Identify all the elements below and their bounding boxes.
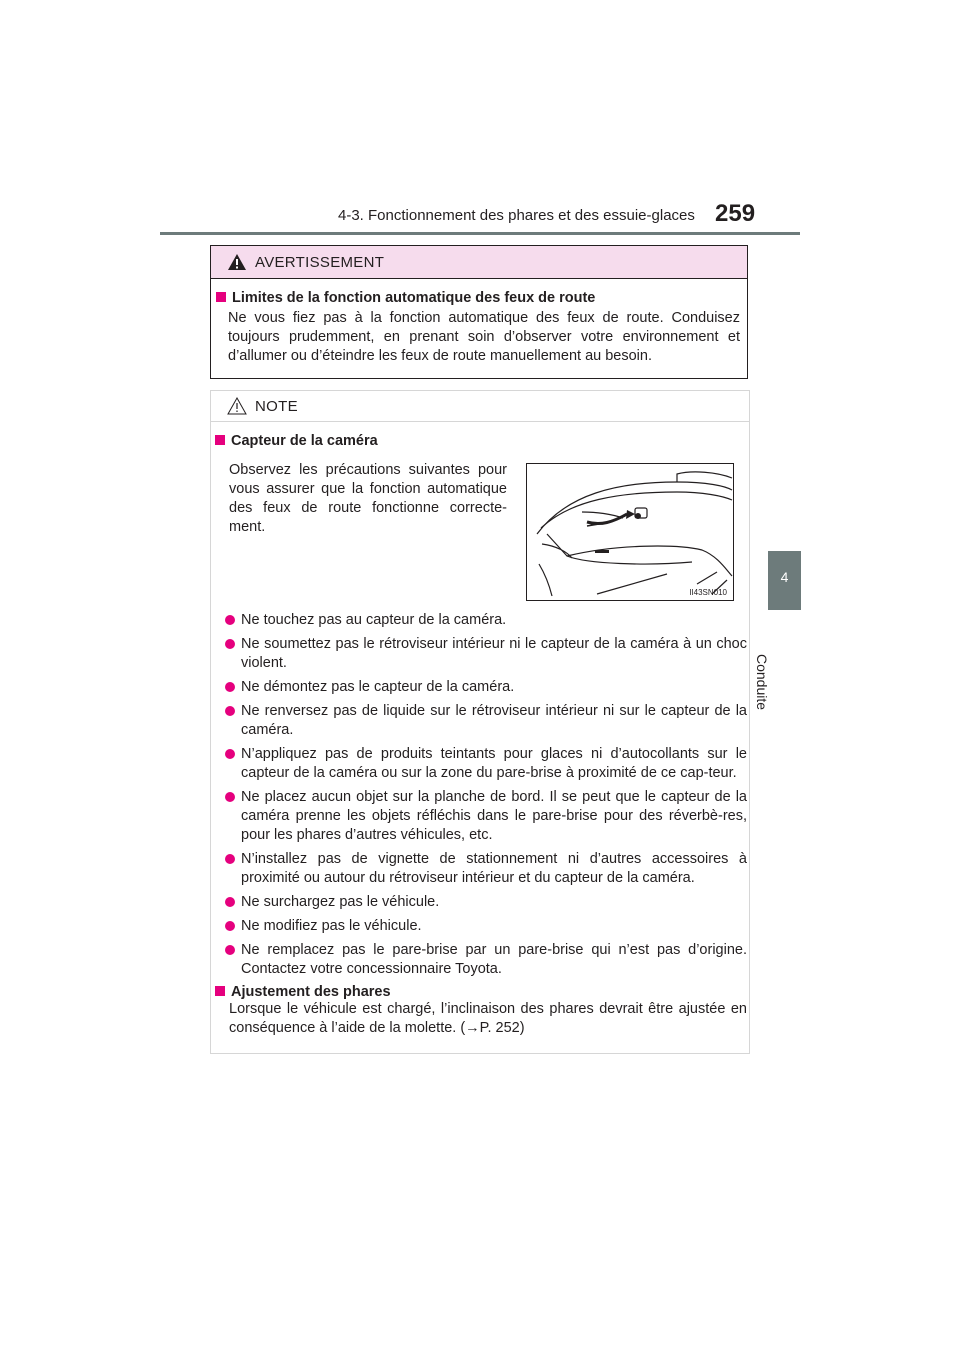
- list-item: [215, 788, 747, 845]
- list-item: [215, 745, 747, 783]
- square-bullet-icon: [215, 986, 225, 996]
- list-item-text: N’installez pas de vignette de stationnement ni d’autres accessoires à proximité ou autour du rétroviseur intérieur et du capteur de la caméra.: [241, 851, 747, 886]
- note-title: NOTE: [255, 398, 298, 415]
- windshield-camera-illustration: [526, 463, 734, 601]
- camera-intro: Observez les précautions suivantes pour vous assurer que la fonction automatique des feux de route fonctionne correcte-ment.: [229, 462, 507, 535]
- bullet-dot-icon: [225, 615, 235, 625]
- figure-code: II43SN010: [689, 588, 727, 597]
- bullet-dot-icon: [225, 854, 235, 864]
- list-item: [215, 850, 747, 888]
- bullet-dot-icon: [225, 749, 235, 759]
- windshield-diagram: [527, 464, 733, 600]
- list-item: [215, 702, 747, 740]
- square-bullet-icon: [216, 292, 226, 302]
- adjust-heading-text: Ajustement des phares: [231, 984, 391, 1000]
- list-item-text: Ne démontez pas le capteur de la caméra.: [241, 679, 515, 695]
- chapter-number: 4: [780, 569, 789, 585]
- list-item: [215, 917, 747, 936]
- bullet-dot-icon: [225, 706, 235, 716]
- camera-heading: [215, 433, 378, 449]
- list-item-text: N’appliquez pas de produits teintants pour glaces ni d’autocollants sur le capteur de la caméra ou sur la zone du pare-brise à proximité de ce cap-teur.: [241, 746, 747, 781]
- list-item-text: Ne surchargez pas le véhicule.: [241, 894, 440, 910]
- bullet-dot-icon: [225, 639, 235, 649]
- list-item-text: Ne remplacez pas le pare-brise par un pare-brise qui n’est pas d’origine. Contactez votre concessionnaire Toyota.: [241, 942, 747, 977]
- adjust-heading: [215, 984, 747, 1000]
- bullet-dot-icon: [225, 921, 235, 931]
- list-item: [215, 941, 747, 979]
- list-item-text: Ne soumettez pas le rétroviseur intérieur ni le capteur de la caméra à un choc violent.: [241, 636, 747, 671]
- list-item-text: Ne touchez pas au capteur de la caméra.: [241, 612, 507, 628]
- warning-icon: [227, 253, 247, 271]
- bullet-dot-icon: [225, 945, 235, 955]
- bullet-dot-icon: [225, 792, 235, 802]
- square-bullet-icon: [215, 435, 225, 445]
- warning-heading: [216, 290, 595, 306]
- warning-heading-text: Limites de la fonction automatique des feux de route: [232, 290, 596, 306]
- warning-body: Ne vous fiez pas à la fonction automatique des feux de route. Conduisez toujours prudemment, en prenant soin d’observer votre environnement et d’allumer ou d’éteindre les feux de route manuellement au besoin.: [228, 310, 740, 364]
- chapter-tab: [768, 551, 801, 610]
- camera-precautions-list: [215, 611, 747, 1038]
- header-divider: [160, 232, 800, 235]
- list-item-text: Ne modifiez pas le véhicule.: [241, 918, 422, 934]
- list-item-text: Ne placez aucun objet sur la planche de bord. Il se peut que le capteur de la caméra prenne les objets réfléchis dans le pare-brise pour des réverbè-res, pour les phares d’autres véhicules, etc.: [241, 789, 747, 843]
- list-item: [215, 893, 747, 912]
- bullet-dot-icon: [225, 897, 235, 907]
- note-header: [211, 391, 749, 422]
- camera-heading-text: Capteur de la caméra: [231, 433, 378, 449]
- list-item-text: Ne renversez pas de liquide sur le rétroviseur intérieur ni sur le capteur de la caméra.: [241, 703, 747, 738]
- list-item: [215, 635, 747, 673]
- adjust-body: Lorsque le véhicule est chargé, l’inclinaison des phares devrait être ajustée en conséquence à l’aide de la molette. (→P. 252): [229, 1001, 747, 1036]
- warning-header: [211, 246, 747, 279]
- bullet-dot-icon: [225, 682, 235, 692]
- chapter-label: Conduite: [754, 654, 770, 711]
- list-item: [215, 611, 747, 630]
- warning-title: AVERTISSEMENT: [255, 254, 385, 271]
- note-box: [210, 390, 750, 1054]
- caution-icon: [227, 397, 247, 415]
- list-item: [215, 678, 747, 697]
- warning-box: [210, 245, 748, 379]
- section-title: 4-3. Fonctionnement des phares et des essuie-glaces: [338, 207, 695, 224]
- page-number: 259: [715, 200, 756, 227]
